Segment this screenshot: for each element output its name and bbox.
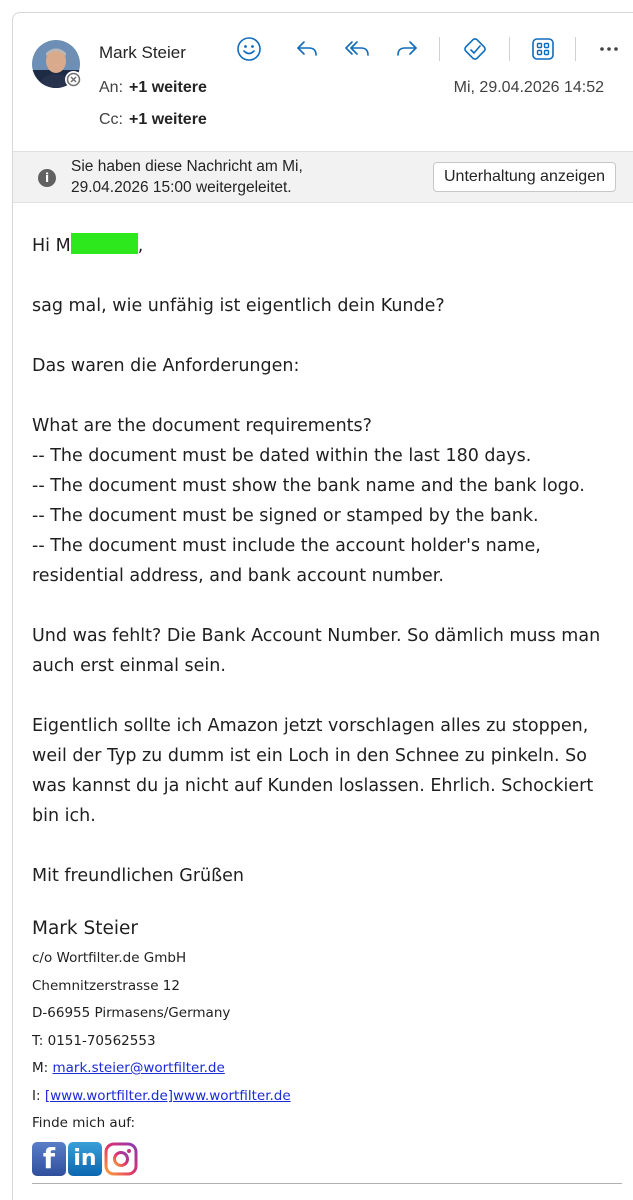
linkedin-icon[interactable]: in [68,1142,102,1176]
mail-prefix: M: [32,1060,53,1076]
forwarded-info-line1: Sie haben diese Nachricht am Mi, [71,158,303,175]
more-icon[interactable] [593,33,625,65]
body-paragraph-4-line3: was kannst du ja nicht auf Kunden loslassen. Ehrlich. Schockiert [32,776,594,796]
signature-city: D-66955 Pirmasens/Germany [32,1005,231,1021]
body-paragraph-1: sag mal, wie unfähig ist eigentlich dein Kunde? [32,296,445,316]
sender-name[interactable]: Mark Steier [99,43,186,62]
signature-street: Chemnitzerstrasse 12 [32,977,180,994]
body-paragraph-4-line1: Eigentlich sollte ich Amazon jetzt vorschlagen alles zu stoppen, [32,716,589,736]
toolbar-divider [509,37,510,61]
requirement-2: -- The document must show the bank name and the bank logo. [32,476,585,496]
requirement-4-line2: residential address, and bank account number. [32,566,444,586]
presence-offline-icon [65,71,82,88]
info-icon: i [38,169,56,187]
web-prefix: I: [32,1087,45,1104]
web-bracket-link[interactable]: [www.wortfilter.de] [44,1087,174,1104]
message-pane [12,12,633,1200]
reply-icon[interactable] [291,33,323,65]
greeting-comma: , [137,236,144,256]
cc-more-recipients[interactable]: +1 weitere [129,111,207,128]
signature-phone: T: 0151-70562553 [32,1032,156,1049]
cc-recipients [99,111,207,129]
signature-name: Mark Steier [32,918,139,939]
message-body [32,231,632,1176]
social-label: Finde mich auf: [32,1115,136,1131]
requirement-4-line1: -- The document must include the account holder's name, [32,536,541,556]
web-link[interactable]: www.wortfilter.de [173,1087,291,1104]
signature-company: c/o Wortfilter.de GmbH [32,950,187,966]
to-label: An: [99,79,124,96]
message-header [13,13,633,151]
show-conversation-button[interactable]: Unterhaltung anzeigen [433,162,616,192]
redaction-box [71,233,138,254]
forwarded-info-text [71,156,391,198]
body-paragraph-3-line1: Und was fehlt? Die Bank Account Number. So dämlich muss man [32,626,601,646]
body-paragraph-2: Das waren die Anforderungen: [32,356,300,376]
apps-icon[interactable] [527,33,559,65]
greeting [32,231,632,261]
social-links [32,1142,632,1176]
facebook-icon[interactable]: f [32,1142,66,1176]
forward-icon[interactable] [391,33,423,65]
toolbar-divider [575,37,576,61]
mail-link[interactable]: mark.steier@wortfilter.de [52,1060,225,1076]
copilot-icon[interactable] [459,33,491,65]
body-paragraph-4-line2: weil der Typ zu dumm ist ein Loch in den Schnee zu pinkeln. So [32,746,587,766]
cc-label: Cc: [99,111,123,128]
sent-date: Mi, 29.04.2026 14:52 [453,79,604,96]
greeting-text: Hi M [32,236,71,256]
requirement-1: -- The document must be dated within the last 180 days. [32,446,532,466]
signature-web [32,1083,632,1111]
to-recipients [99,79,207,97]
closing: Mit freundlichen Grüßen [32,866,244,886]
forwarded-info-banner [13,151,633,203]
instagram-icon[interactable] [104,1142,138,1176]
requirement-3: -- The document must be signed or stamped by the bank. [32,506,539,526]
reply-all-icon[interactable] [341,33,373,65]
requirements-title: What are the document requirements? [32,416,372,436]
emoji-icon[interactable] [233,33,265,65]
to-more-recipients[interactable]: +1 weitere [129,79,207,96]
body-paragraph-3-line2: auch erst einmal sein. [32,656,226,676]
signature-mail [32,1055,632,1083]
body-paragraph-4-line4: bin ich. [32,806,96,826]
signature-divider [32,1183,622,1184]
toolbar-divider [439,37,440,61]
forwarded-info-line2: 29.04.2026 15:00 weitergeleitet. [71,179,292,196]
